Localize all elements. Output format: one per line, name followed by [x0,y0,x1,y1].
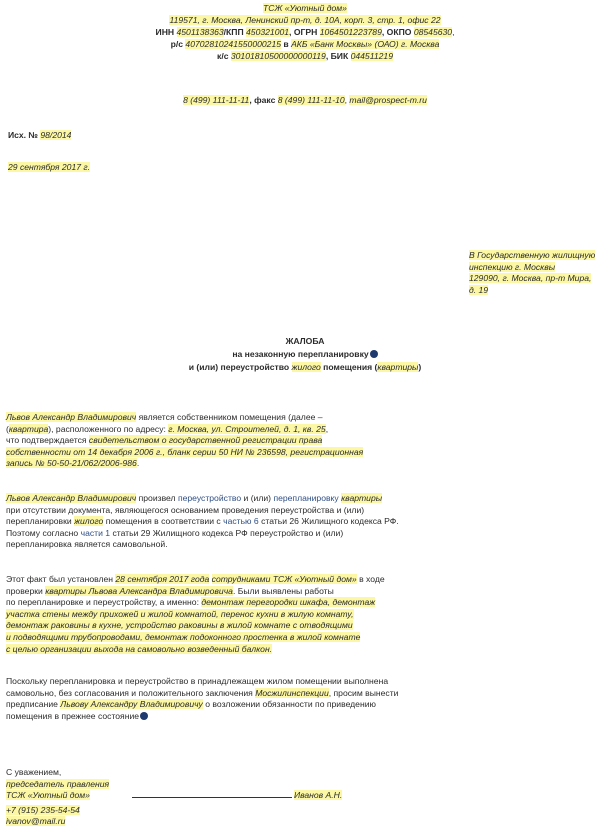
complaint-subtitle-2: и (или) переустройство жилого помещения (квартиры) [188,362,422,372]
recipient-line: д. 19 [469,284,489,295]
recipient-block [469,250,595,296]
link-reconstruction[interactable]: переустройство [177,493,242,503]
org-email: mail@prospect-m.ru [349,95,427,105]
paragraph-ownership: Львов Александр Владимирович является собственником помещения (далее – (квартира), расположенного по адресу: г. Москва, ул. Строителей, д. 1, кв. 25, что подтверждается свидетельством о государственной регистрации права собственности от 14 декабря 2006 г., бланк серии 50 НИ № 236598, регистрационная запись № 50-50-21/062/2006-986. [6,412,364,469]
link-part-6[interactable]: частью 6 [223,516,259,527]
bookmark-dot-icon [370,350,378,358]
paragraph-request: Поскольку перепланировка и переустройство в принадлежащем жилом помещении выполнена самовольно, без согласования и положительного заключения Мосжилинспекции, просим вынести предписание Львову Александру Владимировичу о возложении обязанности по приведению помещения в прежнее состояние [6,676,399,721]
signature-line [132,797,292,798]
outgoing-number: Исх. № 98/2014 [8,130,72,140]
org-address: 119571, г. Москва, Ленинский пр-т, д. 10А, корп. 3, стр. 1, офис 22 [169,15,441,25]
signer-email: ivanov@mail.ru [6,816,66,827]
org-requisites-line: ИНН 4501138363/КПП 450321001, ОГРН 1064501223789, ОКПО 08545630, [155,27,455,37]
recipient-line: инспекцию г. Москвы [469,261,556,272]
signature-block: С уважением, председатель правления ТСЖ «Уютный дом» Иванов А.Н. +7 (915) 235-54-54 ivanov@mail.ru [6,767,343,827]
complaint-title: ЖАЛОБА [285,336,325,346]
link-part-1[interactable]: части 1 [80,527,111,538]
paragraph-inspection: Этот факт был установлен 28 сентября 2017 года сотрудниками ТСЖ «Уютный дом» в ходе проверки квартиры Львова Александра Владимировича. Были выявлены работы по перепланировке и переустройству, а именно: демонтаж перегородки шкафа, демонтаж участка стены между прихожей и жилой комнатой, перенос кухни в жилую комнату, демонтаж раковины в кухне, устройство раковины в жилой комнате с отводящими и подводящими трубопроводами, демонтаж подоконного простенка в жилой комнате с целью организации выхода на самовольно возведенный балкон. [6,574,385,654]
org-name: ТСЖ «Уютный дом» [263,3,347,13]
org-contacts-line: 8 (499) 111-11-11, факс 8 (499) 111-11-10, mail@prospect-m.ru [183,95,427,105]
signer-phone: +7 (915) 235-54-54 [6,804,80,815]
org-corr-account-line: к/с 30101810500000000119, БИК 044511219 [217,51,393,61]
signer-name: Иванов А.Н. [293,790,343,801]
recipient-line: 129090, г. Москва, пр-т Мира, [469,273,592,284]
link-replanning[interactable]: перепланировку [273,493,339,503]
complaint-subtitle-1: на незаконную перепланировку [0,349,610,361]
recipient-line: В Государственную жилищную [469,250,596,260]
document-date: 29 сентября 2017 г. [8,162,91,172]
bookmark-dot-icon [140,712,148,720]
org-bank-line: р/с 40702810241550000215 в АКБ «Банк Москвы» (ОАО) г. Москва [170,39,440,49]
paragraph-violation: Львов Александр Владимирович произвел переустройство и (или) перепланировку квартиры при отсутствии документа, являющегося основанием проведения переустройства и (или) перепланировки жилого помещения в соответствии с частью 6 статьи 26 Жилищного кодекса РФ. Поэтому согласно части 1 статьи 29 Жилищного кодекса РФ переустройство и (или) перепланировка является самовольной. [6,493,399,550]
